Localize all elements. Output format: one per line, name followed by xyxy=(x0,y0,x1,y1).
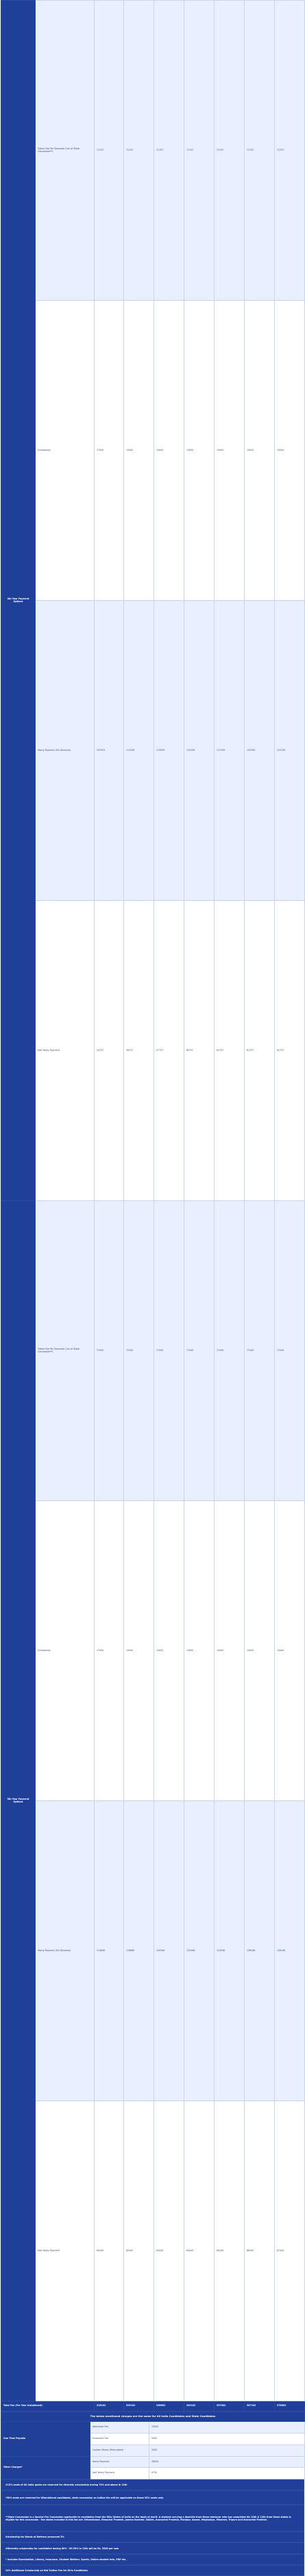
fee-cell: 56757 xyxy=(124,901,154,1201)
fee-cell: 113539 xyxy=(154,601,184,901)
fee-cell: 118660 xyxy=(124,1801,154,2101)
fee-row-label: Scholarship xyxy=(36,1501,95,1801)
fee-cell: 66445 xyxy=(245,2101,275,2401)
fee-table-body xyxy=(1,1,305,2412)
fee-cell: 123339 xyxy=(245,601,275,901)
common-charges-banner: The below mentioned charges are the same for All India Candidates and State Candidates xyxy=(1,2412,305,2422)
charge-label: Enrolment Fee xyxy=(90,2433,149,2445)
fee-row xyxy=(1,301,305,601)
fee-cell: 15000 xyxy=(124,1501,154,1801)
total-fee-label: Total Fee (Per Year Installment) xyxy=(1,2401,95,2412)
common-charges-table xyxy=(1,2412,305,2479)
note-item: #Diversity scholarship for candidates having 60% - 69.99% in 12th will be Rs. 5500 per sem xyxy=(1,2542,304,2554)
total-fee-cell: 567102 xyxy=(245,2401,275,2412)
fee-cell: 14000 xyxy=(154,301,184,601)
charge-label: Admission Fee xyxy=(90,2422,149,2433)
fee-cell: 10000 xyxy=(275,1501,305,1801)
notes-section xyxy=(0,2479,305,2576)
charge-value: 9750 xyxy=(149,2468,305,2479)
fee-row-label: Yearly Payment (5% Discount) xyxy=(36,1801,95,2101)
fee-cell: 61757 xyxy=(215,901,245,1201)
note-item: *50% seats are reserved for Uttarakhand candidates, state concession on tuition fee will be applicable on those 50% seats only. xyxy=(1,2490,304,2505)
fee-cell: 63445 xyxy=(154,2101,184,2401)
fee-cell: 122446 xyxy=(184,1801,215,2101)
fee-cell: 77445 xyxy=(95,1201,124,1501)
fee-cell: 114846 xyxy=(95,1801,124,2101)
fee-cell: 10000 xyxy=(245,1501,275,1801)
fee-cell: 64445 xyxy=(184,2101,215,2401)
note-item: 10% Additional Scholarship on Net Tuition Fee for Girls Candidates xyxy=(1,2565,304,2576)
fee-cell: 71757 xyxy=(275,1,305,301)
charge-label: Caution Money (Refundable) xyxy=(90,2445,149,2457)
sem4-payment-options-label: 4th Year Payment Options xyxy=(1,1,36,1201)
fee-cell: 10000 xyxy=(215,301,245,601)
fee-cell: 123139 xyxy=(275,601,305,901)
fee-cell: 15000 xyxy=(124,301,154,601)
note-item: Scholarship for Wards of Defence personnel 5% xyxy=(1,2531,304,2542)
charge-value: 5000 xyxy=(149,2433,305,2445)
charge-value: 18500 xyxy=(149,2457,305,2468)
fee-cell: 71757 xyxy=(124,1,154,301)
note-item: * Includes Examination, Library, Insurance, Student Welfare, Sports, Online student Info, PDP etc. xyxy=(1,2554,304,2565)
fee-row-label: Yearly Payment (5% Discount) xyxy=(36,601,95,901)
one-time-row xyxy=(1,2422,305,2433)
fee-cell: 124346 xyxy=(215,1801,245,2101)
fee-cell: 107974 xyxy=(95,601,124,901)
fee-cell: 13000 xyxy=(184,1501,215,1801)
fee-row-label: Tuition Fee Per Semester (Incl of State Concession**) xyxy=(36,1201,95,1501)
fee-cell: 71757 xyxy=(215,1,245,301)
total-fee-cell: 549102 xyxy=(184,2401,215,2412)
fee-row xyxy=(1,901,305,1201)
charge-label: Half Yearly Payment xyxy=(90,2468,149,2479)
fee-cell: 71757 xyxy=(154,1,184,301)
fee-cell: 120546 xyxy=(154,1801,184,2101)
fee-cell: 128146 xyxy=(275,1801,305,2101)
total-fee-cell: 536602 xyxy=(154,2401,184,2412)
fee-row-label: Scholarship xyxy=(36,301,95,601)
fee-row-label: Half Yearly Payment xyxy=(36,2101,95,2401)
sem5-payment-options-label: 5th Year Payment Options xyxy=(1,1201,36,2401)
fee-cell: 17500 xyxy=(95,301,124,601)
fee-cell: 77445 xyxy=(275,1201,305,1501)
fee-row-label: Half Yearly Payment xyxy=(36,901,95,1201)
fee-cell: 115239 xyxy=(184,601,215,901)
fee-cell: 71757 xyxy=(95,1,124,301)
total-fee-row xyxy=(1,2401,305,2412)
fee-cell: 117339 xyxy=(215,601,245,901)
total-fee-cell: 557602 xyxy=(215,2401,245,2412)
fee-cell: 111539 xyxy=(124,601,154,901)
charge-label: Yearly Payment xyxy=(90,2457,149,2468)
total-fee-cell: 529102 xyxy=(124,2401,154,2412)
fee-table xyxy=(1,0,305,2412)
fee-cell: 13000 xyxy=(184,301,215,601)
fee-row xyxy=(1,1201,305,1501)
fee-cell: 54757 xyxy=(95,901,124,1201)
fee-cell: 10000 xyxy=(275,301,305,601)
one-time-label: One Time Payable xyxy=(1,2422,90,2457)
fee-cell: 65445 xyxy=(215,2101,245,2401)
fee-cell: 77445 xyxy=(184,1201,215,1501)
fee-cell: 57757 xyxy=(154,901,184,1201)
common-charges-body xyxy=(1,2422,305,2479)
note-item: **State Concession is a Special Fee Concession applicable to candidates from the Hilly States of India on the basis of merit. A student carrying a domicile from these states/or who has completed his 10th & 12th from these states is eligible for this concession - the states included in this list are: Uttarakhand, Himachal Pradesh, Jammu Kashmir, Sikkim, Arunachal Pradesh, Manipur, Assam, Meghalaya, Mizoram, Tripura and Arunachal Pradesh. xyxy=(1,2505,304,2531)
fee-cell: 71757 xyxy=(245,1,275,301)
fee-cell: 10000 xyxy=(245,301,275,601)
fee-cell: 14000 xyxy=(154,1501,184,1801)
charge-value: 5000 xyxy=(149,2445,305,2457)
fee-cell: 17500 xyxy=(95,1501,124,1801)
fee-cell: 10000 xyxy=(215,1501,245,1801)
fee-row xyxy=(1,1801,305,2101)
fee-row xyxy=(1,1,305,301)
fee-cell: 67445 xyxy=(275,2101,305,2401)
fee-cell: 62445 xyxy=(124,2101,154,2401)
fee-cell: 61757 xyxy=(245,901,275,1201)
fee-cell: 77445 xyxy=(154,1201,184,1501)
fee-cell: 77445 xyxy=(245,1201,275,1501)
other-label: Other Charges* xyxy=(1,2457,90,2479)
fee-row xyxy=(1,1501,305,1801)
note-item: #15% seats of All India quota are reserved for diversity scholarship having 70% and above in 12th xyxy=(1,2479,304,2490)
fee-cell: 60445 xyxy=(95,2101,124,2401)
fee-row xyxy=(1,601,305,901)
other-row xyxy=(1,2457,305,2468)
fee-cell: 61757 xyxy=(275,901,305,1201)
charge-value: 10000 xyxy=(149,2422,305,2433)
fee-row xyxy=(1,2101,305,2401)
fee-cell: 60757 xyxy=(184,901,215,1201)
fee-cell: 126246 xyxy=(245,1801,275,2101)
fee-cell: 71757 xyxy=(184,1,215,301)
fee-cell: 77445 xyxy=(124,1201,154,1501)
fee-cell: 77445 xyxy=(215,1201,245,1501)
total-fee-cell: 516102 xyxy=(95,2401,124,2412)
fee-row-label: Tuition Fee Per Semester (Incl of State Concession**) xyxy=(36,1,95,301)
total-fee-cell: 576602 xyxy=(275,2401,305,2412)
